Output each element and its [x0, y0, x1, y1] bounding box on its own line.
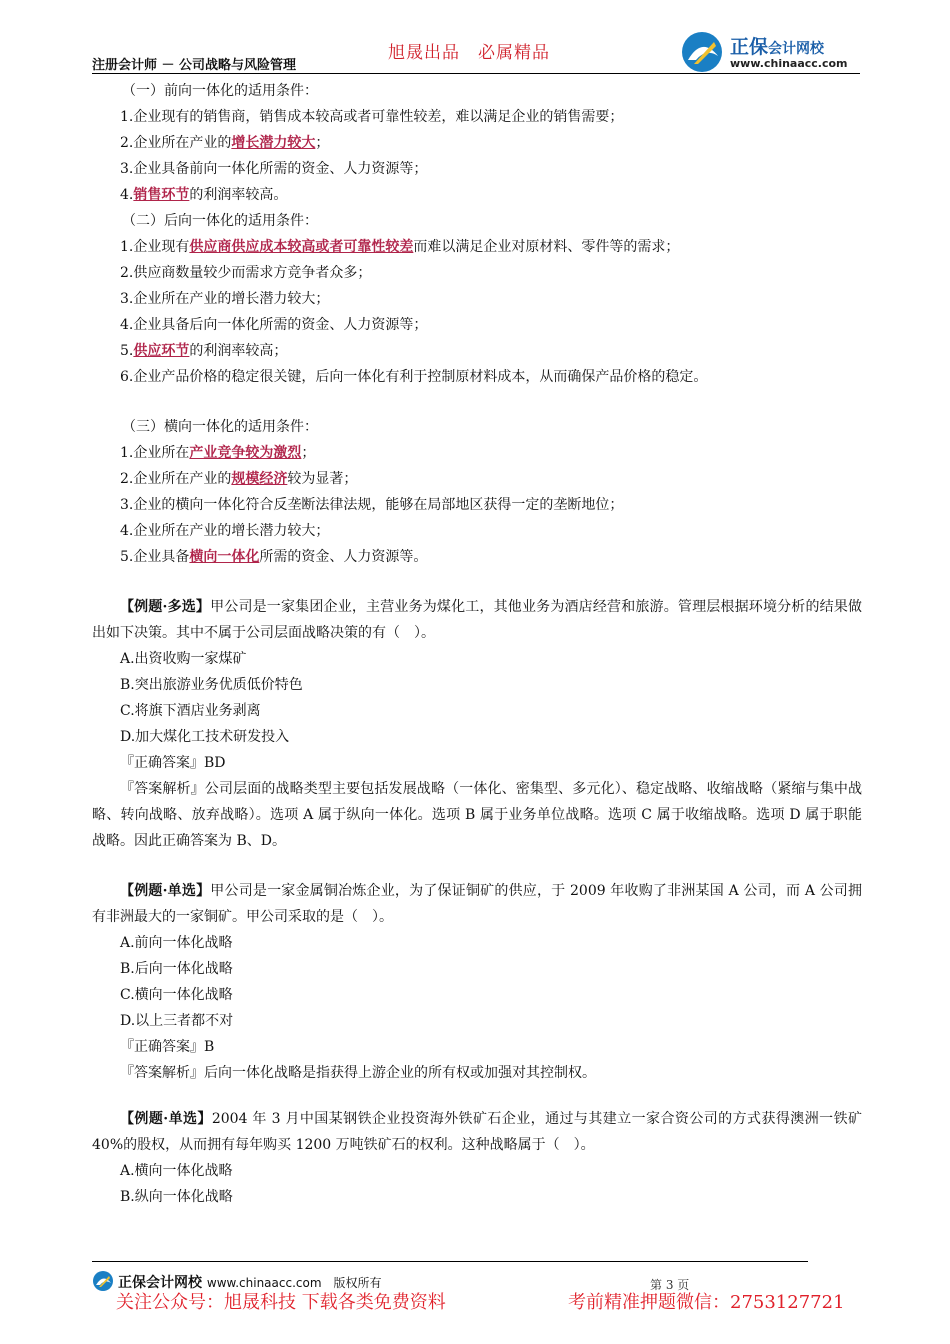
highlight-term: 规模经济 — [231, 471, 288, 487]
section-heading: （三）横向一体化的适用条件： — [122, 419, 318, 435]
example-question: 【例题·单选】2004 年 3 月中国某钢铁企业投资海外铁矿石企业，通过与其建立一家合资公司的方式获得澳洲一铁矿 40%的股权，从而拥有每年购买 1200 万吨铁矿石的权利。这种战略属于（ ）。 — [92, 1111, 863, 1153]
footer-divider — [92, 1261, 808, 1262]
list-item: 4.企业具备后向一体化所需的资金、人力资源等； — [120, 317, 428, 333]
list-item: 2.企业所在产业的规模经济较为显著； — [120, 471, 358, 487]
list-item: 3.企业的横向一体化符合反垄断法律法规，能够在局部地区获得一定的垄断地位； — [120, 497, 624, 513]
list-item: 4.销售环节的利润率较高。 — [120, 187, 288, 203]
list-item: 1.企业现有供应商供应成本较高或者可靠性较差而难以满足企业对原材料、零件等的需求； — [120, 239, 680, 255]
highlight-term: 横向一体化 — [189, 549, 260, 565]
list-item: 4.企业所在产业的增长潜力较大； — [120, 523, 330, 539]
list-item: 5.供应环节的利润率较高； — [120, 343, 288, 359]
option-b: B.纵向一体化战略 — [120, 1189, 233, 1205]
option-a: A.前向一体化战略 — [120, 935, 233, 951]
correct-answer: 『正确答案』BD — [120, 755, 226, 771]
footer-logo-icon — [92, 1270, 114, 1292]
footer-brand[interactable]: 正保会计网校 www.chinaacc.com 版权所有 — [118, 1275, 382, 1291]
highlight-term: 增长潜力较大 — [231, 135, 316, 151]
answer-analysis: 『答案解析』公司层面的战略类型主要包括发展战略（一体化、密集型、多元化）、稳定战略、收缩战略（紧缩与集中战略、转向战略、放弃战略）。选项 A 属于纵向一体化。选项 B 属于业务单位战略。选项 C 属于收缩战略。选项 D 属于职能战略。因此正确答案为 B、D。 — [92, 781, 862, 849]
section-heading: （二）后向一体化的适用条件： — [122, 213, 318, 229]
list-item: 2.企业所在产业的增长潜力较大； — [120, 135, 330, 151]
list-item: 2.供应商数量较少而需求方竞争者众多； — [120, 265, 372, 281]
example-question: 【例题·多选】甲公司是一家集团企业，主营业务为煤化工，其他业务为酒店经营和旅游。管理层根据环境分析的结果做出如下决策。其中不属于公司层面战略决策的有（ ）。 — [92, 599, 863, 641]
list-item: 3.企业具备前向一体化所需的资金、人力资源等； — [120, 161, 428, 177]
chinaacc-logo[interactable] — [680, 30, 870, 74]
correct-answer: 『正确答案』B — [120, 1039, 215, 1055]
list-item: 3.企业所在产业的增长潜力较大； — [120, 291, 330, 307]
logo-brand: 正保会计网校 — [730, 36, 825, 58]
list-item: 5.企业具备横向一体化所需的资金、人力资源等。 — [120, 549, 428, 565]
option-a: A.横向一体化战略 — [120, 1163, 233, 1179]
highlight-term: 供应商供应成本较高或者可靠性较差 — [189, 239, 414, 255]
promo-left: 关注公众号：旭晟科技 下载各类免费资料 — [116, 1292, 446, 1313]
option-d: D.以上三者都不对 — [120, 1013, 234, 1029]
option-c: C.将旗下酒店业务剥离 — [120, 703, 261, 719]
promo-right: 考前精准押题微信：2753127721 — [568, 1292, 845, 1313]
section-heading: （一）前向一体化的适用条件： — [122, 83, 318, 99]
list-item: 6.企业产品价格的稳定很关键，后向一体化有利于控制原材料成本，从而确保产品价格的稳定。 — [120, 369, 708, 385]
header-slogan: 旭晟出品 必属精品 — [388, 43, 550, 63]
highlight-term: 供应环节 — [133, 343, 190, 359]
answer-analysis: 『答案解析』后向一体化战略是指获得上游企业的所有权或加强对其控制权。 — [120, 1065, 596, 1081]
example-question: 【例题·单选】甲公司是一家金属铜冶炼企业，为了保证铜矿的供应，于 2009 年收购了非洲某国 A 公司，而 A 公司拥有非洲最大的一家铜矿。甲公司采取的是（ ）。 — [92, 883, 862, 925]
logo-url: www.chinaacc.com — [730, 57, 848, 70]
course-title: 注册会计师 － 公司战略与风险管理 — [92, 58, 297, 73]
option-a: A.出资收购一家煤矿 — [120, 651, 247, 667]
option-d: D.加大煤化工技术研发投入 — [120, 729, 290, 745]
option-b: B.突出旅游业务优质低价特色 — [120, 677, 303, 693]
list-item: 1.企业所在产业竞争较为激烈； — [120, 445, 316, 461]
chinaacc-logo-icon — [680, 30, 726, 74]
option-c: C.横向一体化战略 — [120, 987, 233, 1003]
highlight-term: 产业竞争较为激烈 — [189, 445, 302, 461]
highlight-term: 销售环节 — [133, 187, 190, 203]
page-number: 第 3 页 — [650, 1278, 690, 1292]
option-b: B.后向一体化战略 — [120, 961, 233, 977]
page-content — [92, 78, 862, 1210]
header-divider — [92, 73, 860, 74]
list-item: 1.企业现有的销售商，销售成本较高或者可靠性较差，难以满足企业的销售需要； — [120, 109, 624, 125]
